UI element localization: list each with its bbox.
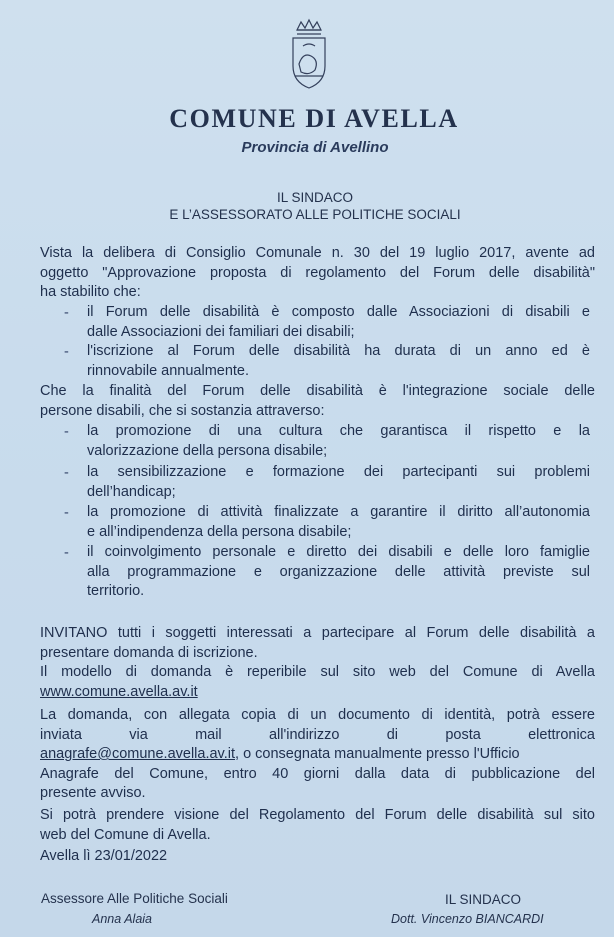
list-item-line: l'iscrizione al Forum delle disabilità ha durata di un anno ed è bbox=[87, 343, 590, 359]
left-signature-role: Assessore Alle Politiche Sociali bbox=[41, 891, 228, 906]
list-item-line: rinnovabile annualmente. bbox=[87, 362, 250, 379]
list-item-line: il coinvolgimento personale e diretto dei disabili e delle loro famiglie bbox=[87, 544, 590, 560]
right-signature-name: Dott. Vincenzo BIANCARDI bbox=[391, 912, 544, 926]
authority-line-1: IL SINDACO bbox=[276, 190, 354, 205]
intro-line: Vista la delibera di Consiglio Comunale n. 30 del 19 luglio 2017, avente ad bbox=[40, 245, 595, 261]
submission-line: inviata via mail all'indirizzo di posta elettronica bbox=[40, 726, 595, 743]
submission-line: presente avviso. bbox=[40, 785, 146, 801]
purpose-line: Che la finalità del Forum delle disabilità è l'integrazione sociale delle bbox=[40, 383, 595, 399]
authority-line-2: E L’ASSESSORATO ALLE POLITICHE SOCIALI bbox=[169, 207, 461, 222]
crest-icon bbox=[289, 16, 329, 90]
intro-line: oggetto "Approvazione proposta di regolamento del Forum delle disabilità" bbox=[40, 264, 595, 281]
submission-cont-text: , o consegnata manualmente presso l'Ufficio bbox=[235, 746, 520, 762]
place-date: Avella lì 23/01/2022 bbox=[40, 848, 168, 864]
list-bullet: - bbox=[64, 505, 69, 521]
regulation-line: Si potrà prendere visione del Regolamento del Forum delle disabilità sul sito bbox=[40, 807, 595, 823]
list-item-line: dalle Associazioni dei familiari dei disabili; bbox=[87, 323, 355, 340]
list-item-line: alla programmazione e organizzazione delle attività previste sul bbox=[87, 563, 590, 580]
right-signature-role: IL SINDACO bbox=[445, 892, 522, 907]
list-bullet: - bbox=[64, 305, 69, 321]
website-line bbox=[40, 683, 595, 703]
list-item-line: il Forum delle disabilità è composto dalle Associazioni di disabili e bbox=[87, 304, 590, 320]
model-line: Il modello di domanda è reperibile sul sito web del Comune di Avella bbox=[40, 664, 595, 680]
submission-line: La domanda, con allegata copia di un documento di identità, potrà essere bbox=[40, 707, 595, 723]
regulation-line: web del Comune di Avella. bbox=[40, 826, 211, 843]
invite-line: INVITANO tutti i soggetti interessati a partecipare al Forum delle disabilità a bbox=[40, 625, 595, 641]
list-bullet: - bbox=[64, 465, 69, 481]
intro-line: ha stabilito che: bbox=[40, 284, 141, 300]
list-bullet: - bbox=[64, 545, 69, 561]
list-item-line: dell’handicap; bbox=[87, 483, 176, 500]
list-item-line: la promozione di attività finalizzate a garantire il diritto all’autonomia bbox=[87, 504, 590, 520]
province-subtitle: Provincia di Avellino bbox=[241, 139, 389, 156]
submission-line: Anagrafe del Comune, entro 40 giorni dalla data di pubblicazione del bbox=[40, 765, 595, 782]
email-link[interactable]: anagrafe@comune.avella.av.it bbox=[40, 746, 236, 762]
list-bullet: - bbox=[64, 424, 69, 440]
list-item-line: territorio. bbox=[87, 583, 145, 599]
website-link[interactable]: www.comune.avella.av.it bbox=[40, 683, 198, 700]
list-item-line: la promozione di una cultura che garantisca il rispetto e la bbox=[87, 423, 590, 439]
left-signature-name: Anna Alaia bbox=[92, 912, 152, 926]
municipality-title: COMUNE DI AVELLA bbox=[169, 104, 459, 133]
list-bullet: - bbox=[64, 344, 69, 360]
list-item-line: valorizzazione della persona disabile; bbox=[87, 442, 328, 459]
list-item-line: la sensibilizzazione e formazione dei partecipanti sui problemi bbox=[87, 464, 590, 480]
invite-line: presentare domanda di iscrizione. bbox=[40, 644, 258, 661]
list-item-line: e all’indipendenza della persona disabile; bbox=[87, 523, 352, 540]
submission-line bbox=[40, 745, 595, 765]
purpose-line: persone disabili, che si sostanzia attraverso: bbox=[40, 402, 325, 419]
